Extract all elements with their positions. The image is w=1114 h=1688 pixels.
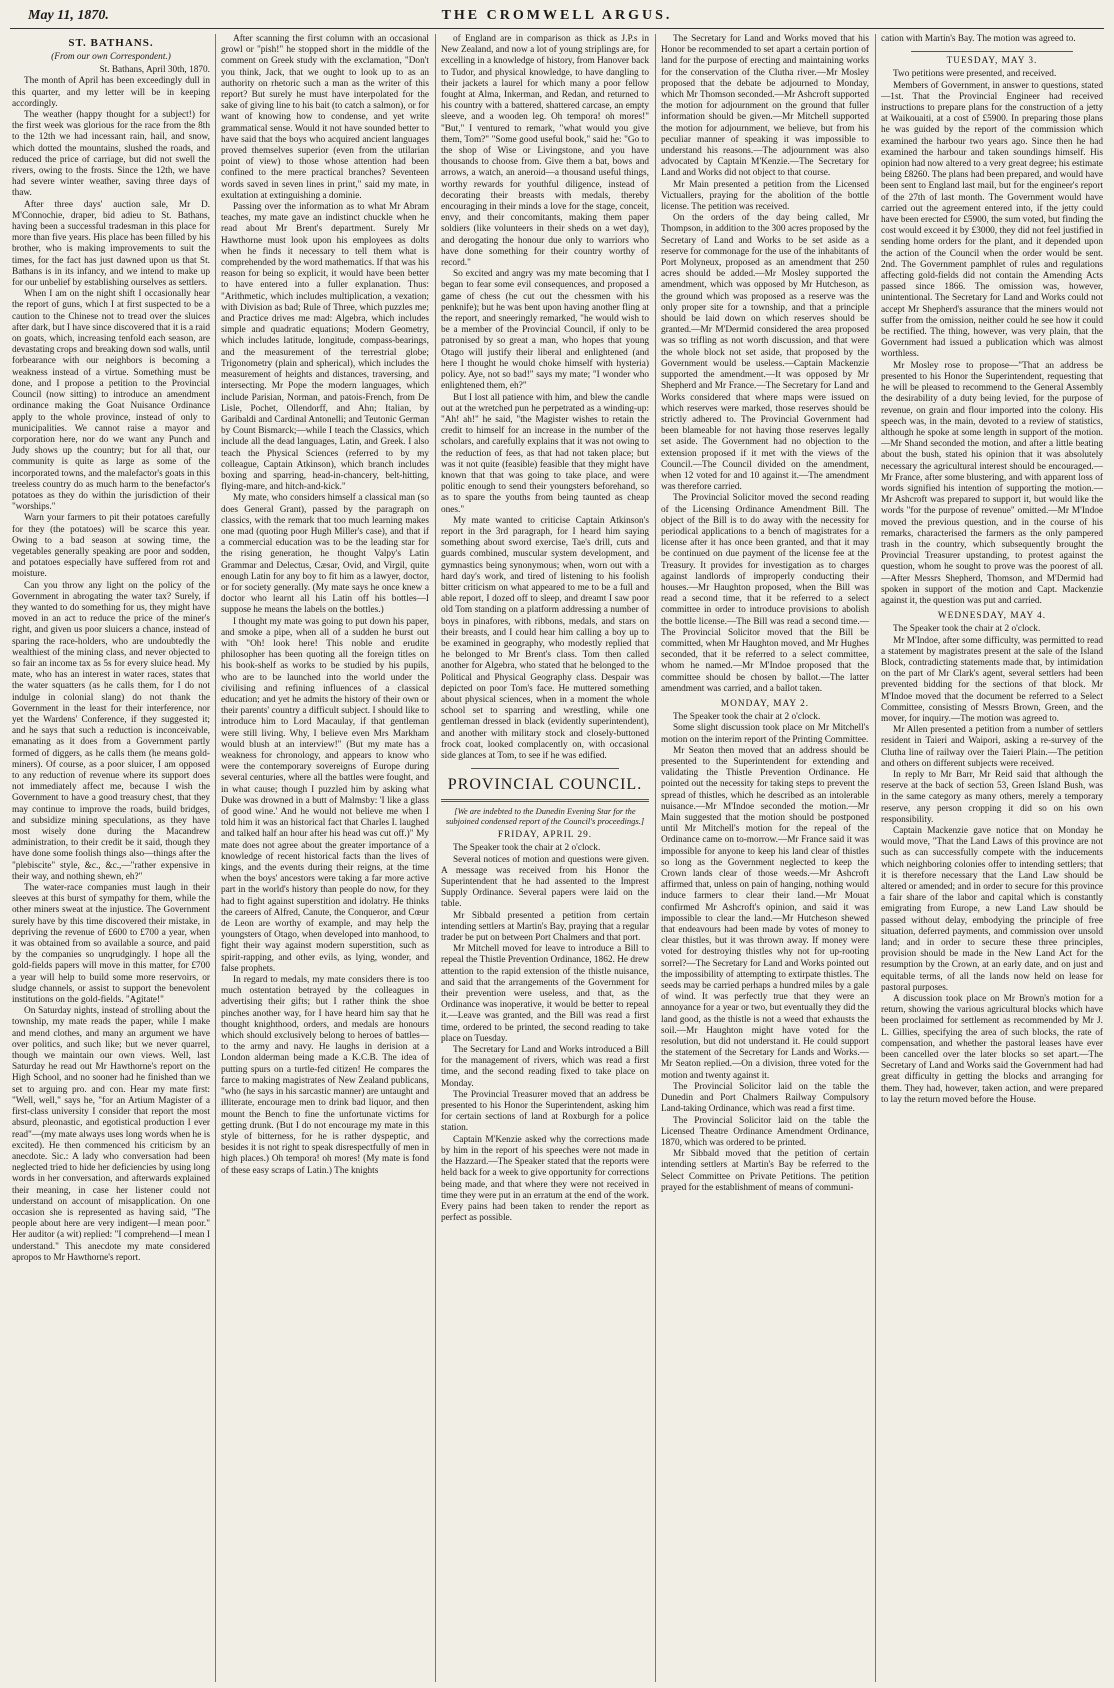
paragraph: Some slight discussion took place on Mr Mitchell's motion on the interim report of the Printing Committee. <box>661 723 869 745</box>
day-heading: MONDAY, MAY 2. <box>720 698 810 709</box>
day-heading: TUESDAY, MAY 3. <box>946 56 1038 67</box>
column-4 <box>661 34 869 1680</box>
paragraph: When I am on the night shift I occasionally hear the report of guns, which I at first suspected to be a caution to the Chinese not to tread over the sluices after dark, but I have since discovered that it is a raid on goats, which, increasing tenfold each season, are devastating crops and breaking down sod walls, until forbearance with our neighbors is becoming a weakness instead of a virtue. Something must be done, and I propose a petition to the Provincial Council (now sitting) to introduce an amendment ordinance making the Goat Nuisance Ordinance apply to the whole province, instead of only to municipalities. We cannot raise a mayor and corporation here, nor do we want any Punch and Judy shows up the country; but for all that, our community is quite as large as some of the incorporated towns, and the malefactor's goats in this treeless country do as much harm to the benefactor's potatoes as they do within the jurisdiction of their "worships." <box>12 289 210 513</box>
paragraph: The water-race companies must laugh in their sleeves at this burst of sympathy for them, while the other miners sweat at the injustice. The Government surely have by this time discovered their mistake, in depriving the revenue of £600 to £700 a year, when it was obtained from so available a source, and paid by the companies so unqrudgingly. I hope all the gold-fields papers will move in this matter, for £700 a year will help to build some more reservoirs, or sludge channels, or assist to support the benevolent institutions on the gold-fields. "Agitate!" <box>12 883 210 1006</box>
issue-date: May 11, 1870. <box>28 8 109 23</box>
divider <box>911 51 1073 52</box>
paragraph: The Speaker took the chair at 2 o'clock. <box>893 624 1041 635</box>
paragraph: In reply to Mr Barr, Mr Reid said that although the reserve at the back of section 53, Green Island Bush, was in the same category as many others, merely a temporary reserve, any person cropping it did so on his own responsibility. <box>881 770 1103 825</box>
paragraph: My mate, who considers himself a classical man (so does General Grant), passed by the paragraph on classics, with the remark that too much learning makes one mad (quoting poor Hugh Miller's case), and that if a commercial education was to be the leading star for the rising generation, he thought Valpy's Latin Grammar and Delectus, Cæsar, Ovid, and Virgil, quite enough Latin for any boy to fit him as a lawyer, doctor, or for society generally. (My mate says he once knew a doctor who learnt all his Latin off his bottles—I suppose he means the labels on the bottles.) <box>221 493 429 616</box>
divider <box>441 799 649 802</box>
paragraph: The Speaker took the chair at 2 o'clock. <box>673 712 821 723</box>
paragraph: Captain M'Kenzie asked why the corrections made by him in the report of his speeches were not made in the Hazzard.—The Speaker stated that the reports were held back for a week to give opportunity for corrections being made, and that where they were not received in time they were put in an erratum at the end of the work. Every pains had been taken to render the report as perfect as possible. <box>441 1134 649 1224</box>
paragraph: I thought my mate was going to put down his paper, and smoke a pipe, when all of a sudden he burst out with "Oh! look here! This noble and erudite philosopher has been quoting all the foreign titles on his book-shelf as works to be studied by his pupils, who are to be launched into the world under the civilising and refining influences of a classical education; and yet he admits the history of their own or their parents' country a difficult subject. I should like to introduce him to Lord Macaulay, if that gentleman were still living. Why, I believe even Mrs Markham would blush at an interview!" (But my mate has a weakness for chronology, and appears to know who were the contemporary sovereigns of Europe during several centuries, where all the battles were fought, and in what cause; though I puzzled him by asking what Duke was drowned in a butt of Malmsby: 'I like a glass of good wine.' And he would not believe me when I told him it was an historical fact that Charles I. laughed and talked half an hour after his head was cut off.)" My mate does not agree about the greater importance of a knowledge of recent historical facts than the lives of kings, and the events during their reigns, at the time when the boys' ancestors were taking a far more active part in the world's history than people do now, for they had to fight against superstition and idolatry. He thinks the careers of Alfred, Canute, the Conqueror, and Cœur de Leon are worthy of example, and may help the youngsters of Otago, when developed into manhood, to fight their way against modern superstition, such as spirit-rapping, and other evils, as lying, wonder, and false prophets. <box>221 616 429 974</box>
column-5 <box>881 34 1103 1680</box>
paragraph: The Secretary for Land and Works moved that his Honor be recommended to set apart a certain portion of land for the purpose of erecting and maintaining works for the conservation of the Clutha river.—Mr Mosley proposed that the debate be adjourned to Monday, which Mr Thomson seconded.—Mr Ashcroft supported the motion for adjournment on the ground that fuller information should be given.—Mr Mitchell supported the motion for adjournment, we believe, but from his peculiar manner of speaking it was impossible to understand his reasons.—The adjournment was also advocated by Captain M'Kenzie.—The Secretary for Land and Works did not object to that course. <box>661 34 869 179</box>
paragraph: Two petitions were presented, and received. <box>893 69 1057 80</box>
article-subhead: (From our own Correspondent.) <box>51 52 171 62</box>
paragraph: Mr Mitchell moved for leave to introduce a Bill to repeal the Thistle Prevention Ordinance, 1862. He drew attention to the rapid extension of the thistle nuisance, and said that the arrangements of the Government for their prevention were useless, and that, as the Ordinance was inoperative, it would be better to repeal it.—Leave was granted, and the Bill was read a first time, ordered to be printed, the second reading to take place on Tuesday. <box>441 944 649 1044</box>
paragraph: Passing over the information as to what Mr Abram teaches, my mate gave an indistinct chuckle when he read about Mr Brent's department. Surely Mr Hawthorne must look upon his employees as dolts when he finds it necessary to tell them what is comprehended by the word mathematics. If that was his reason for being so explicit, it would have been better to have entered into a fuller explanation. Thus: "Arithmetic, which includes multiplication, a vexation; with Division as bad; Rule of Three, which puzzles me; and Practice drives me mad: Algebra, which includes simple and quadratic equations; Modern Geometry, which includes latitude, longitude, compass-bearings, and the measurement of the terrestrial globe; Trigonometry (plain and spherical), which includes the measurement of heights and distances, traversing, and intersecting. Mr Pope the modern languages, which include Parisian, Norman, and patois-French, from De Lisle, Pochet, Ollendorff, and Ahn; Italian, by Garibaldi and Cardinal Antonelli; and Teutonic German by Count Bismarck;—while I teach the Classics, which include all the dead languages, Latin, and Greek. I also teach the Physical Sciences (referred to by my colleague, Captain Atkinson), which branch includes boxing and sparring, head-in-chancery, belt-hitting, flying-mare, and hitch-and-kick." <box>221 202 429 493</box>
day-heading: FRIDAY, APRIL 29. <box>497 830 593 841</box>
paragraph: Warn your farmers to pit their potatoes carefully for they (the potatoes) will be scarce this year. Owing to a bad season at sowing time, the vegetables generally speaking are poor and sodden, and potatoes especially have suffered from rot and moisture. <box>12 513 210 580</box>
paragraph: After scanning the first column with an occasional growl or "pish!" he stopped short in the middle of the comment on Greek study with the exclamation, "Don't you think, Jack, that we ought to look up to as an authority on rhetoric such a man as the writer of this report? But surely he must have interpolated for the sake of giving line to his bait (to catch a salmon), or for want of knowing how to condense, and yet write grammatical sense. Would it not have sounded better to have said that the boys who acquired ancient languages proved themselves superior (even from the utilarian point of view) to those whose attention had been confined to the mere practical branches? Seventeen words saved in seven lines in print," said my mate, in exultation at extinguishing a dominie. <box>221 34 429 201</box>
paragraph: The month of April has been exceedingly dull in this quarter, and my letter will be in keeping accordingly. <box>12 76 210 109</box>
newspaper-title: THE CROMWELL ARGUS. <box>441 8 673 23</box>
paragraph: The Provincial Solicitor laid on the table the Dunedin and Port Chalmers Railway Compulsory Land-taking Ordinance, which was read a first time. <box>661 1081 869 1115</box>
column-rule <box>875 34 876 1682</box>
paragraph: The weather (happy thought for a subject!) for the first week was glorious for the race from the 8th to the 12th we had incessant rain, hail, and snow, which dotted the mountains, slushed the roads, and reduced the price of carriage, but did not swell the rivers, owing to the frosts. Since the 12th, we have had severe winter weather, saving three days of thaw. <box>12 110 210 199</box>
article-dateline: St. Bathans, April 30th, 1870. <box>99 65 210 76</box>
paragraph: Mr Allen presented a petition from a number of settlers resident in Taieri and Waipori, asking a re-survey of the Clutha line of railway over the Taieri Plain.—The petition and others on different subjects were received. <box>881 725 1103 769</box>
paragraph: Mr Seaton then moved that an address should be presented to the Superintendent for extending and validating the Thistle Prevention Ordinance. He pointed out the necessity for taking steps to prevent the spread of thistles, which he described as an intolerable nuisance.—Mr M'Indoe seconded the motion.—Mr Main suggested that the motion should be postponed until Mr Mitchell's motion for the repeal of the Ordinance came on to-morrow.—Mr France said it was impossible for anyone to keep his land clear of thistles so long as the Government neglected to keep the Crown lands clear of those weeds.—Mr Ashcroft affirmed that, unless on pain of hanging, nothing would induce farmers to clear their land.—Mr Mouat confirmed Mr Ashcroft's opinion, and said it was impossible to clear the land.—Mr Hutcheson shewed that endeavours had been made by votes of money to clear thistles, but it was thrown away. If money were voted for destroying thistles why not for up-rooting sorrel?—The Secretary for Land and Works pointed out the impossibility of attempting to extirpate thistles. The seeds may be carried perhaps a hundred miles by a gale of wind. It was perfectly true that they were an annoyance for a year or two, but eventually they did the land good, as the thistle is not a weed that exhausts the soil.—Mr Haughton might have voted for the resolution, but did not understand it. He could support the statement of the Secretary for Lands and Works.—Mr Seaton replied.—On a division, three voted for the motion and twenty against it. <box>661 745 869 1081</box>
paragraph: On the orders of the day being called, Mr Thompson, in addition to the 300 acres proposed by the Secretary of Land and Works to be set aside as a reserve for commonage for the use of the inhabitants of Port Molyneux, proposed as an amendment that 250 acres should be added.—Mr Mosley supported the amendment, which was opposed by Mr Hutcheson, as the ground which was proposed as a reserve was the only proper site for a township, and that a principle should be laid down on which reserves should be granted.—Mr M'Dermid considered the area proposed was so trifling as not worth discussion, and that were the whole block not set aside, that proposed by the Government would be useless.—Captain Mackenzie supported the amendment.—It was opposed by Mr Shepherd and Mr France.—The Secretary for Land and Works considered that where maps were issued on which reserves were marked, those reserves should be strictly adhered to. The Provincial Government had been blameable for not having those reserves legally set aside. The Government had no objection to the extension proposed if it met with the views of the Council.—The Council divided on the amendment, when 12 voted for and 10 against it.—The amendment was therefore carried. <box>661 213 869 493</box>
paragraph: Mr Sibbald moved that the petition of certain intending settlers at Martin's Bay be referred to the Select Committee on Private Petitions. The petition prayed for the establishment of means of communi- <box>661 1149 869 1193</box>
paragraph: After three days' auction sale, Mr D. M'Connochie, draper, bid adieu to St. Bathans, having been a successful tradesman in this place for more than five years. His place has been filled by his brother, who is making improvements to suit the times, for the fact has just dawned upon us that St. Bathans is in its infancy, and we intend to make up for our unbelief by establishing ourselves as settlers. <box>12 199 210 289</box>
editorial-note: [We are indebted to the Dunedin Evening Star for the subjoined condensed report of the Council's proceedings.] <box>445 806 645 827</box>
paragraph: But I lost all patience with him, and blew the candle out at the wretched pun he perpetrated as a winding-up: "Ah! ah!" he said, "the Magister wishes to retain the credit to himself for an increase in the number of the scholars, and carefully explains that it was not owing to the reduction of fees, as that had not taken place; but was it not quite (feasible) feasible that they might have known that that was going to take place, and were politic enough to send their youngsters beforehand, so as to spare the youths from being taunted as cheap ones." <box>441 392 649 515</box>
divider <box>471 768 619 769</box>
paragraph: The Provincial Solicitor moved the second reading of the Licensing Ordinance Amendment Bill. The object of the Bill is to do away with the necessity for periodical applications to a bench of magistrates for a license after it has once been granted, and that it may be continued on due payment of the license fee at the Treasury. It provides for investigation as to charges against landlords of improperly conducting their houses.—Mr Haughton proposed, when the Bill was read a second time, that it be referred to a select committee in order to introduce provisions to abolish the bottle license.—The Bill was read a second time.—The Provincial Solicitor moved that the Bill be committed, when Mr Haughton moved, and Mr Hughes seconded, that it be referred to a select committee, whom he named.—Mr M'Indoe proposed that the committee should be chosen by ballot.—The latter amendment was carried, and a ballot taken. <box>661 493 869 694</box>
paragraph: In regard to medals, my mate considers there is too much ostentation betrayed by the colleagues in advertising their gifts; but I rather think the shoe pinches another way, for I have heard him say that he thought knighthood, orders, and medals are honours which should exclusively belong to heroes of battles—to the army and navy. He laughs in derision at a London alderman being made a K.C.B. The idea of putting spurs on a turtle-fed citizen! He compares the farce to making magistrates of New Zealand publicans, "who (he says in his sarcastic manner) are untaught and illiterate, encourage men to drink bad liquor, and then mount the Bench to fine the unfortunate victims for getting drunk. (But I do not encourage my mate in this style of bitterness, for he is rather dyspeptic, and besides it is not right to speak disrespectfully of men in high places.) Oh tempora! oh mores! (My mate is fond of these easy scraps of Latin.) The knights <box>221 975 429 1176</box>
paragraph: My mate wanted to criticise Captain Atkinson's report in the 3rd paragraph, for I heard him saying something about sword exercise, Tae's drill, cuts and guards combined, muscular system development, and gymnastics being synonymous; when, worn out with a hard day's work, and tired of listening to his foolish bitter criticism on what appeared to me to be a full and able report, I dozed off to sleep, and dreamt I saw poor old Tom standing on a platform addressing a number of boys in pinafores, with ribbons, medals, and stars on their breasts, and I could hear him calling a boy up to be examined in geography, who modestly replied that he belonged to Mr Brent's class. Tom then called another for Algebra, who stated that he belonged to the Political and Physical Geography class. Despair was depicted on poor Tom's face. He muttered something about physical sciences, when in a moment the whole school set to sparring and wrestling, while one gentleman dressed in black (evidently superintendent), and another with military stock and closely-buttoned frock coat, looked complacently on, with occasional side glances at Tom, to see if he was edified. <box>441 515 649 761</box>
paragraph: Can you throw any light on the policy of the Government in abrogating the water tax? Surely, if they wanted to do something for us, they might have moved in an act to reduce the price of the miner's right, and given us poor sluicers a chance, instead of sparing the race-holders, who are undoubtedly the wealthiest of the mining class, and never objected to so fair an income tax as 5s for every sluice head. My mate, who has an interest in water races, states that the water squatters (as he calls them, for I do not indulge in colonial slang) do not thank the Government in the least for their interference, nor yet the Wardens' Conference, if they suggested it; and he says that such a reduction is inconceivable, emanating as it does from a Government partly formed of diggers, as he calls them (he means gold-miners). Of course, as a poor sluicer, I am opposed to any reduction of revenue where its support does not immediately affect me, because I wish the Government to have a good treasury chest, that they may continue to improve the roads, build bridges, and subsidize mining speculations, as they have most wisely done during the Macandrew administration, to their credit be it said, though they have done some foolish things also—things after the "plebiscite" style, &c., &c.,—"rather expensive in their way, and nothing shewn, eh?" <box>12 580 210 882</box>
paragraph: Mr Mosley rose to propose—"That an address be presented to his Honor the Superintendent, requesting that he will be pleased to recommend to the General Assembly the desirability of a duty being levied, for the purpose of revenue, on grain and flour imported into the colony. His speech was, in the main, devoted to a review of statistics, although he spoke at some length in support of the motion.—Mr Shand seconded the motion, and after a little beating about the bush, stated his opinion that it was absolutely necessary the agricultural interest should be encouraged.—Mr France, after some blustering, and with apparent loss of words signified his intention of supporting the motion.—Mr Ashcroft was prepared to support it, but would like the words "for the purpose of revenue" omitted.—Mr M'Indoe moved the previous question, and in the course of his remarks, characterised the farmers as the only pampered trash in the country, which subsequently brought the Provincial Treasurer upstanding, to protest against the question, whom he sought to prove was the poorest of all.—After Messrs Shepherd, Thomson, and M'Dermid had spoken in support of the motion and Capt. Mackenzie against it, the question was put and carried. <box>881 360 1103 606</box>
day-heading: WEDNESDAY, MAY 4. <box>937 611 1047 622</box>
paragraph: On Saturday nights, instead of strolling about the township, my mate reads the paper, while I make and mend clothes, and many an argument we have over politics, and such like; but we never quarrel, though we maintain our own views. Well, last Saturday he read out Mr Hawthorne's report on the High School, and no sooner had he finished than we set to arguing pro. and con. Hear my mate first: "Well, well," says he, "for an Artium Magister of a first-class university I consider that report the most absurd, pleonastic, and egotistical production I ever read"—(my mate always uses long words when he is excited). He then commenced his criticism by an anecdote. Sic.: A lady who conversation had been neglected tried to hide her deficiencies by using long words in her conversation, and afterwards explained their meaning, in case her listener could not understand on account of misapplication. On one occasion she is represented as having said, "The people about here are very indigent—I mean poor." Her auditor (a wit) replied: "I comprehend—I mean I understand." This anecdote my mate considered apropos to Mr Hawthorne's report. <box>12 1006 210 1263</box>
masthead <box>10 6 1104 29</box>
paragraph: Several notices of motion and questions were given. A message was received from his Honor the Superintendent that he had assented to the Imprest Supply Ordinance. Several papers were laid on the table. <box>441 854 649 910</box>
column-1 <box>12 34 210 1680</box>
paragraph: The Provincial Solicitor laid on the table the Licensed Theatre Ordinance Amendment Ordinance, 1870, which was ordered to be printed. <box>661 1115 869 1148</box>
column-rule <box>655 34 656 1682</box>
column-2 <box>221 34 429 1680</box>
paragraph: A discussion took place on Mr Brown's motion for a return, showing the various agricultural blocks which have been proclaimed for settlement as recommended by Mr J. L. Gillies, specifying the area of such blocks, the rate of compensation, and whether the pastoral leases have ever been cancelled over the later blocks so set apart.—The Secretary of Land and Works said the Government had had great difficulty in getting the blocks and arranging for them. They had, however, taken action, and were prepared to lay the return moved before the House. <box>881 994 1103 1105</box>
paragraph: of England are in comparison as thick as J.P.s in New Zealand, and now a lot of young striplings are, for excelling in a knowledge of history, from Hanover back to Tudor, and physical knowledge, to have dangling to their jackets a laurel for which many a poor fellow fought at Alma, Inkerman, and Redan, and returned to his country with a battered, shattered carcase, an empty sleeve, and a wooden leg. Oh tempora! oh mores!" "But," I ventured to remark, "what would you give them, Tom?" "Some good useful book," said he: "Go to the shop of Wise or Livingstone, and you have thousands to choose from. Give them a bat, bows and arrows, a watch, an aneroid—a thousand useful things, worthy rewards for youthful diligence, instead of decorating their breasts with medals, thereby encouraging in their minds a love for the stage, conceit, envy, and their concomitants, making them paper soldiers (like volunteers in their sheds on a wet day), and derogating the honour due only to warriors who have done something for their country worthy of record." <box>441 34 649 269</box>
column-rule <box>215 34 216 1682</box>
paragraph: Members of Government, in answer to questions, stated—1st. That the Provincial Engineer had received instructions to prepare plans for the construction of a jetty at Waikouaiti, at a cost of £5900. In preparing those plans he was guided by the report of the commission which examined the harbour two years ago. Since then he had examined the harbour and taken soundings himself. His opinion had now altered to a very great degree; his estimate being £8260. The plans had been prepared, and would have been sent to England last mail, but for the engineer's report of the 27th of last month. The Government would have carried out the agreement entered into, if the jetty could have been erected for £5900, the sum voted, but finding the cost would exceed it by £3000, they did not feel justified in sending home orders for the plant, and it depended upon the action of the Council when the order would be sent. 2nd. The Government pamphlet of rules and regulations affecting gold-fields did not contain the Amending Acts passed since 1866. The omission was, however, unintentional. The Secretary for Land and Works could not accept Mr Shepherd's assurance that the miners would not suffer from the omission, neither could he see how it could be rectified. The thing, however, was very plain, that the Government had issued a publication which was almost worthless. <box>881 80 1103 360</box>
paragraph: cation with Martin's Bay. The motion was agreed to. <box>881 34 1076 44</box>
paragraph: Mr Sibbald presented a petition from certain intending settlers at Martin's Bay, praying that a regular trader be put on between Port Chalmers and that port. <box>441 910 649 944</box>
section-title-provincial-council: PROVINCIAL COUNCIL. <box>447 776 643 794</box>
column-rule <box>435 34 436 1682</box>
paragraph: So excited and angry was my mate becoming that I began to fear some evil consequences, and proposed a game of chess (he cut out the chessmen with his penknife); but he was bent upon having another fling at the report, and sneeringly remarked, "he would wish to be a member of the Provincial Council, if only to be patronised by so great a man, who hopes that young Otago will justify their liberal and enlightened (and here I thought he would choke himself with hysteria) policy. Aye, not so bad!" says my mate; "I wonder who enlightened them, eh?" <box>441 269 649 392</box>
column-3 <box>441 34 649 1680</box>
article-heading-st-bathans: ST. BATHANS. <box>68 37 154 49</box>
paragraph: Captain Mackenzie gave notice that on Monday he would move, "That the Land Laws of this province are not such as can successfully compete with the inducements which neighboring colonies offer to intending settlers; that it is therefore necessary that the Land Law should be altered or amended; and in order to secure for this province a fair share of the labor and capital which is constantly emigrating from Europe, a new Land Law should be passed without delay, embodying the principle of free situation, deferred payments, and commission over unsold land; and in order to secure these three principles, provision should be made in the New Land Act for the resumption by the Crown, at an early date, and on just and equitable terms, of all the lands now held on lease for pastoral purposes. <box>881 826 1103 993</box>
paragraph: Mr M'Indoe, after some difficulty, was permitted to read a statement by magistrates present at the sale of the Island Block, contradicting statements made that, by intimidation on the part of Mr Clark's agent, several settlers had been prevented bidding for the sections of that block. Mr M'Indoe moved that the document be referred to a Select Committee, consisting of Messrs Brown, Green, and the mover, for inquiry.—The motion was agreed to. <box>881 635 1103 724</box>
paragraph: The Secretary for Land and Works introduced a Bill for the management of rivers, which was read a first time, and the second reading fixed to take place on Monday. <box>441 1045 649 1089</box>
paragraph: The Speaker took the chair at 2 o'clock. <box>453 843 601 854</box>
paragraph: Mr Main presented a petition from the Licensed Victuallers, praying for the abolition of the bottle license. The petition was received. <box>661 179 869 213</box>
paragraph: The Provincial Treasurer moved that an address be presented to his Honor the Superintendent, asking him for certain sections of land at Roxburgh for a police station. <box>441 1089 649 1134</box>
